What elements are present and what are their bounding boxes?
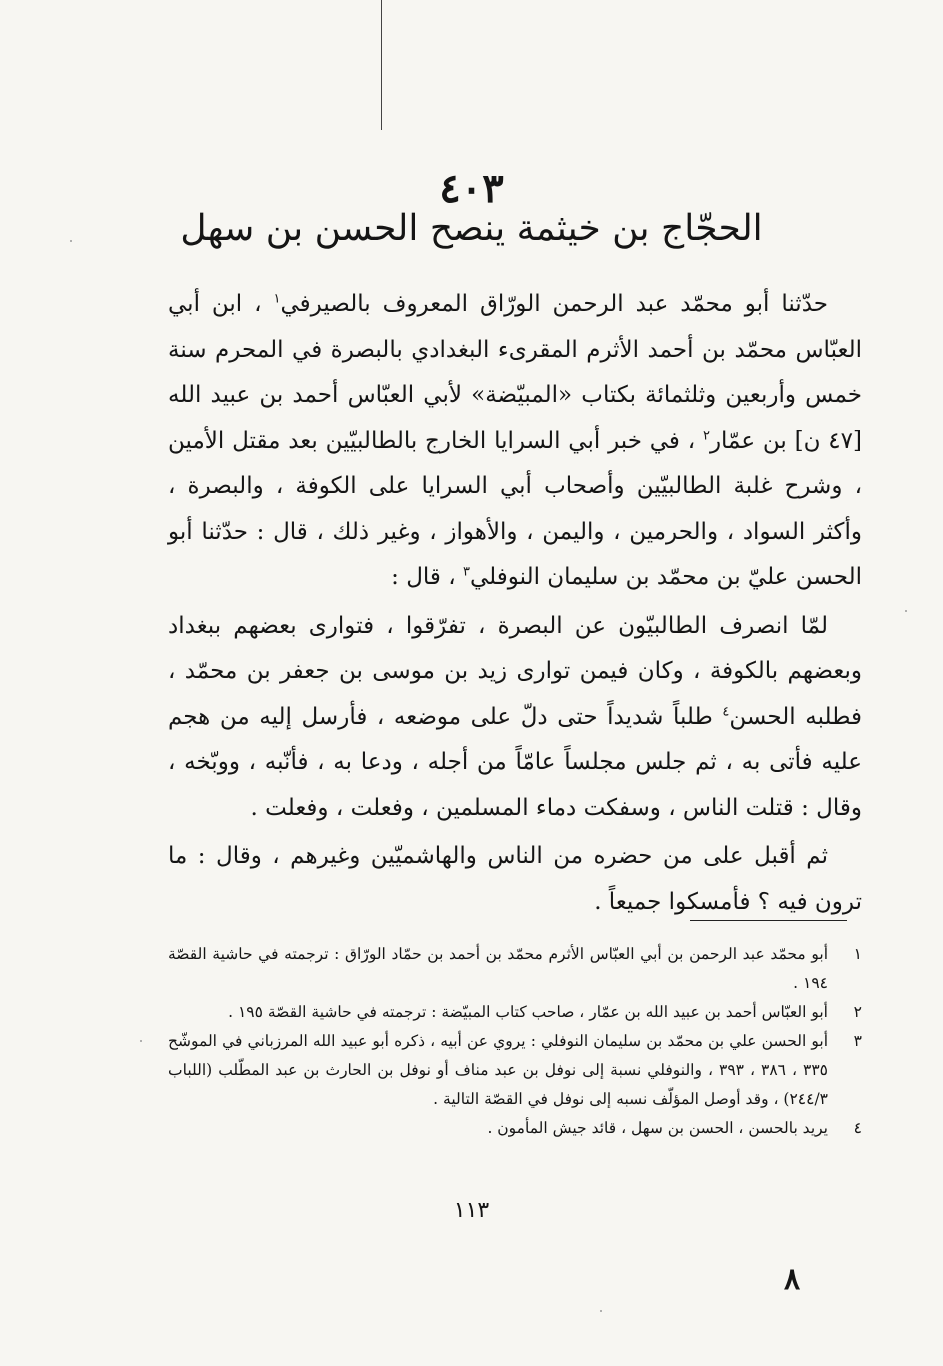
footnote — [168, 998, 862, 1027]
marginal-mark: ٨ — [784, 1262, 801, 1297]
footnote-number: ٣ — [853, 1032, 862, 1050]
footnote-ref: ٢ — [702, 427, 710, 443]
footnote-ref: ٣ — [462, 564, 470, 580]
footnote-text: أبو محمّد عبد الرحمن بن أبي العبّاس الأثرم محمّد بن أحمد بن حمّاد الورّاق : ترجمته في حاشية القصّة ١٩٤ . — [168, 945, 828, 992]
gutter-line — [381, 0, 382, 130]
paragraph: لمّا انصرف الطالبيّون عن البصرة ، تفرّقوا ، فتوارى بعضهم ببغداد وبعضهم بالكوفة ، وكان فيمن توارى زيد بن موسى بن جعفر بن محمّد ، فطلبه الحسن$^٤$ طلباً شديداً حتى دلّ على موضعه ، فأرسل إليه من هجم عليه فأتى به ، ثم جلس مجلساً عامّاً من أجله ، ودعا به ، فأنّبه ، ووبّخه ، وقال : قتلت الناس ، وسفكت دماء المسلمين ، وفعلت ، وفعلت . — [168, 612, 862, 821]
footnotes — [168, 940, 862, 1143]
footnote-number: ١ — [853, 945, 862, 963]
footnote-text: أبو الحسن علي بن محمّد بن سليمان النوفلي : يروي عن أبيه ، ذكره أبو عبيد الله المرزباني في الموشّح ٣٣٥ ، ٣٨٦ ، ٣٩٣ ، والنوفلي نسبة إلى نوفل بن عبد مناف أو نوفل بن الحارث بن عبد المطّلب (اللباب ٢٤٤/٣) ، وقد أوصل المؤلّف نسبه إلى نوفل في القصّة التالية . — [168, 1032, 829, 1108]
footnote-number: ٤ — [853, 1119, 862, 1137]
paragraph: ثم أقبل على من حضره من الناس والهاشميّين وغيرهم ، وقال : ما ترون فيه ؟ فأمسكوا جميعاً . — [168, 843, 862, 915]
paper-speck — [905, 610, 907, 612]
paper-speck — [70, 240, 72, 242]
footnote — [168, 1027, 862, 1114]
story-number: ٤٠٣ — [439, 165, 504, 212]
footnote-number: ٢ — [853, 1003, 862, 1021]
paragraph: حدّثنا أبو محمّد عبد الرحمن الورّاق المعروف بالصيرفي$^١$ ، ابن أبي العبّاس محمّد بن أحمد الأثرم المقرىء البغدادي بالبصرة في المحرم سنة خمس وأربعين وثلثمائة بكتاب «المبيّضة» لأبي العبّاس أحمد بن عبيد الله [٤٧ ن] بن عمّار$^٢$ ، في خبر أبي السرايا الخارج بالطالبيّين بعد مقتل الأمين ، وشرح غلبة الطالبيّين وأصحاب أبي السرايا على الكوفة ، والبصرة ، وأكثر السواد ، والحرمين ، واليمن ، والأهواز ، وغير ذلك ، قال : حدّثنا أبو الحسن عليّ بن محمّد بن سليمان النوفلي$^٣$ ، قال : — [168, 291, 862, 590]
footnote-separator — [690, 920, 847, 921]
footnote-ref: ١ — [273, 291, 281, 307]
page-number: ١١٣ — [453, 1198, 490, 1223]
main-text — [168, 282, 862, 928]
paper-speck — [600, 1310, 602, 1312]
footnote-text: يريد بالحسن ، الحسن بن سهل ، قائد جيش المأمون . — [487, 1119, 828, 1137]
footnote — [168, 1114, 862, 1143]
story-title: الحجّاج بن خيثمة ينصح الحسن بن سهل — [180, 208, 763, 249]
footnote-text: أبو العبّاس أحمد بن عبيد الله بن عمّار ، صاحب كتاب المبيّضة : ترجمته في حاشية القصّة ١٩٥ . — [228, 1003, 828, 1021]
footnote — [168, 940, 862, 998]
footnote-ref: ٤ — [722, 703, 730, 719]
paper-speck — [140, 1040, 142, 1042]
